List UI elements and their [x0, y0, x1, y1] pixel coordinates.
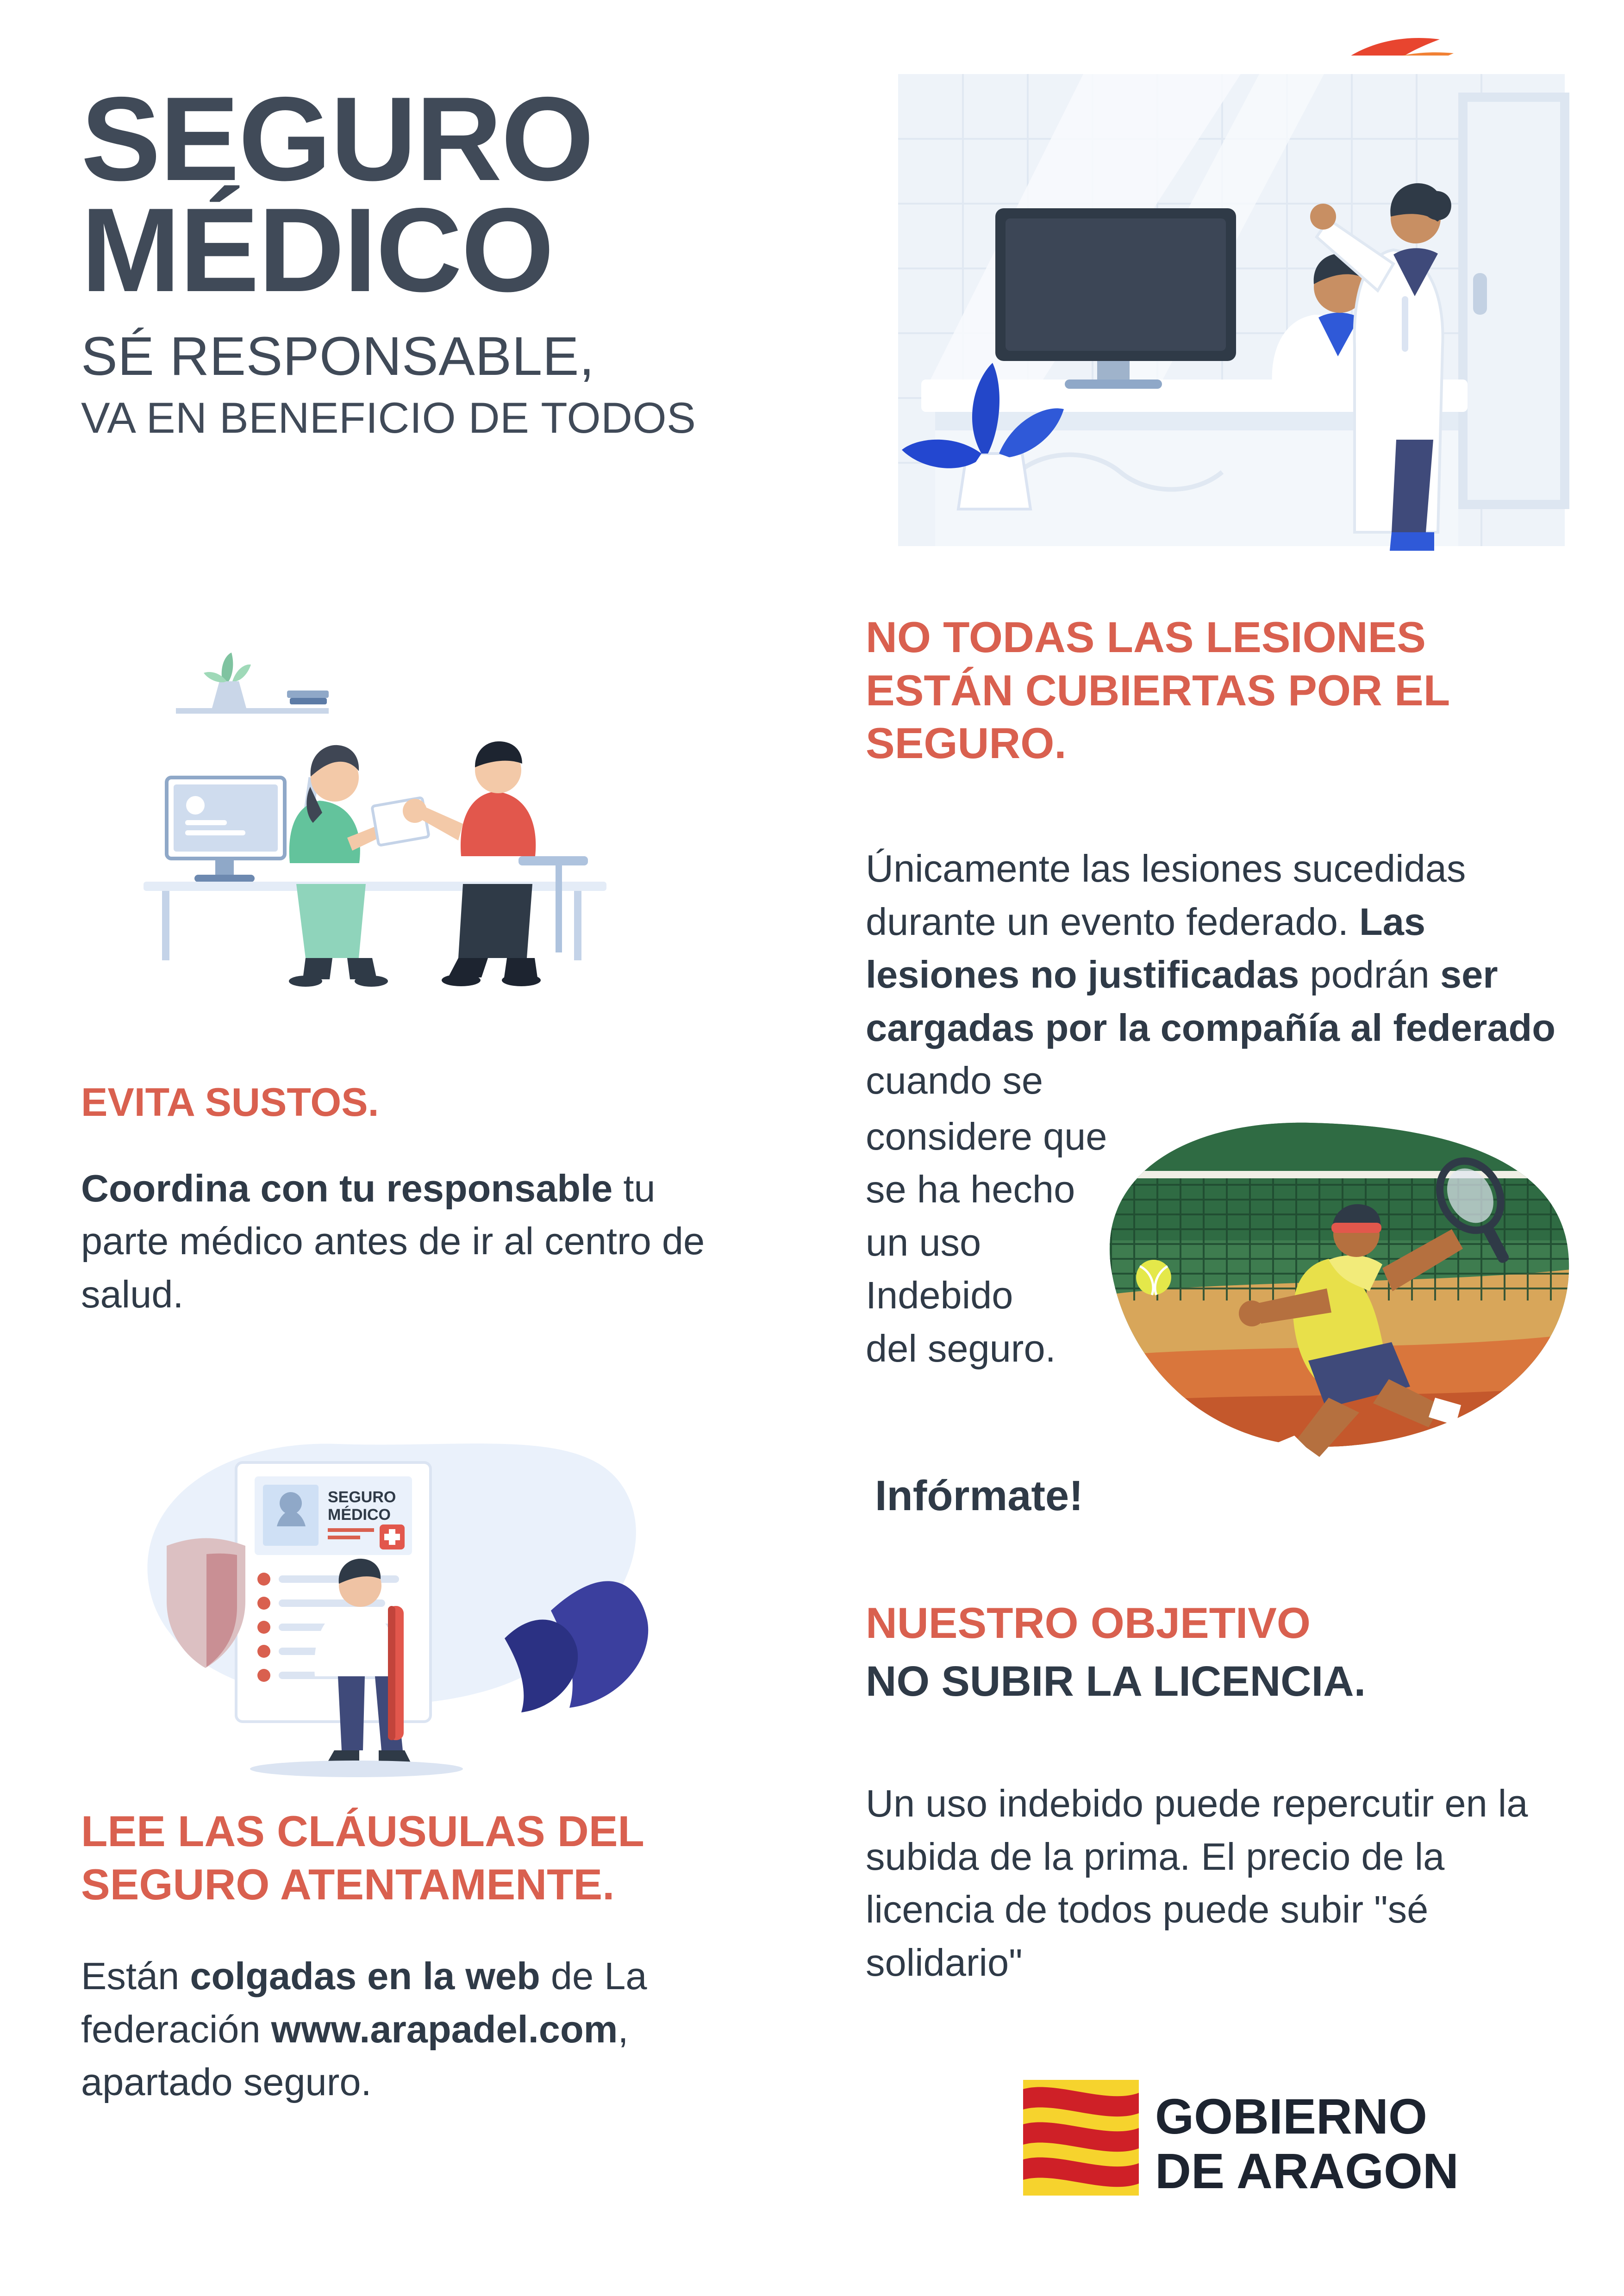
objetivo-heading-dark: NO SUBIR LA LICENCIA. [866, 1657, 1366, 1705]
page-title-line2: MÉDICO [81, 182, 553, 317]
informate-heading: Infórmate! [875, 1472, 1083, 1519]
illustration-clinic-reception [843, 56, 1583, 676]
block-objetivo [866, 1597, 1569, 1706]
unicamente-text-1: Únicamente las lesiones sucedidas durante un evento federado. [866, 847, 1466, 943]
evita-body [81, 1162, 743, 1321]
illustration-padel-player [1069, 1101, 1583, 1472]
page-title-line1: SEGURO [81, 72, 593, 205]
card-title-line1: SEGURO [328, 1488, 396, 1506]
web-link[interactable]: www.arapadel.com [271, 2007, 618, 2051]
clausulas-body-1: Están [81, 1954, 190, 1998]
illustration-desk-meeting [88, 639, 699, 990]
unicamente-bold-2: ser cargadas por la compañía al federado [866, 953, 1555, 1049]
clausulas-heading-line2: SEGURO ATENTAMENTE. [81, 1860, 615, 1909]
block-informate [875, 1472, 1292, 1520]
card-title-line2: MÉDICO [328, 1506, 391, 1524]
uso-paragraph: Un uso indebido puede repercutir en la subida de la prima. El precio de la licencia de todos puede subir "sé solidario" [866, 1782, 1528, 1984]
gobierno-de-aragon-logo [1023, 2069, 1546, 2208]
evita-body-bold: Coordina con tu responsable [81, 1166, 613, 1210]
clausulas-body-bold-1: colgadas en la web [190, 1954, 540, 1998]
no-lesiones-line3: SEGURO. [866, 719, 1067, 768]
clausulas-heading-line1: LEE LAS CLÁUSULAS DEL [81, 1807, 644, 1855]
wrap-line-5: del seguro. [866, 1326, 1056, 1370]
block-uso-indebido [866, 1777, 1579, 1989]
wrap-line-3: un uso [866, 1220, 981, 1264]
clausulas-heading [81, 1805, 757, 1911]
page-title [81, 72, 743, 317]
clausulas-body-3: , apartado seguro. [81, 2007, 629, 2104]
clausulas-body-2: de La federación [81, 1954, 647, 2051]
unicamente-text-3: cuando se [866, 1059, 1043, 1102]
gobierno-line2: DE ARAGON [1155, 2143, 1459, 2199]
objetivo-heading-red: NUESTRO OBJETIVO [866, 1599, 1311, 1647]
subtitle-line-2: VA EN BENEFICIO DE TODOS [81, 393, 696, 442]
block-no-lesiones [866, 611, 1569, 770]
block-evita-sustos [81, 1078, 743, 1321]
unicamente-text-2: podrán [1299, 953, 1440, 996]
evita-heading: EVITA SUSTOS. [81, 1080, 379, 1125]
block-clausulas [81, 1805, 757, 2109]
unicamente-bold-1: Las lesiones no justificadas [866, 900, 1426, 996]
subtitle-line-1: SÉ RESPONSABLE, [81, 325, 595, 387]
evita-body-rest: tu parte médico antes de ir al centro de salud. [81, 1166, 705, 1316]
no-lesiones-heading [866, 611, 1569, 770]
no-lesiones-line1: NO TODAS LAS LESIONES [866, 613, 1426, 661]
illustration-insurance-card [97, 1407, 699, 1777]
title-block [81, 72, 743, 442]
no-lesiones-line2: ESTÁN CUBIERTAS POR EL [866, 666, 1450, 715]
wrap-line-1: considere que [866, 1114, 1107, 1158]
wrap-line-4: Indebido [866, 1274, 1013, 1317]
unicamente-paragraph [866, 842, 1569, 1108]
gobierno-line1: GOBIERNO [1155, 2088, 1428, 2144]
clausulas-body [81, 1950, 757, 2109]
wrap-line-2: se ha hecho [866, 1168, 1075, 1211]
